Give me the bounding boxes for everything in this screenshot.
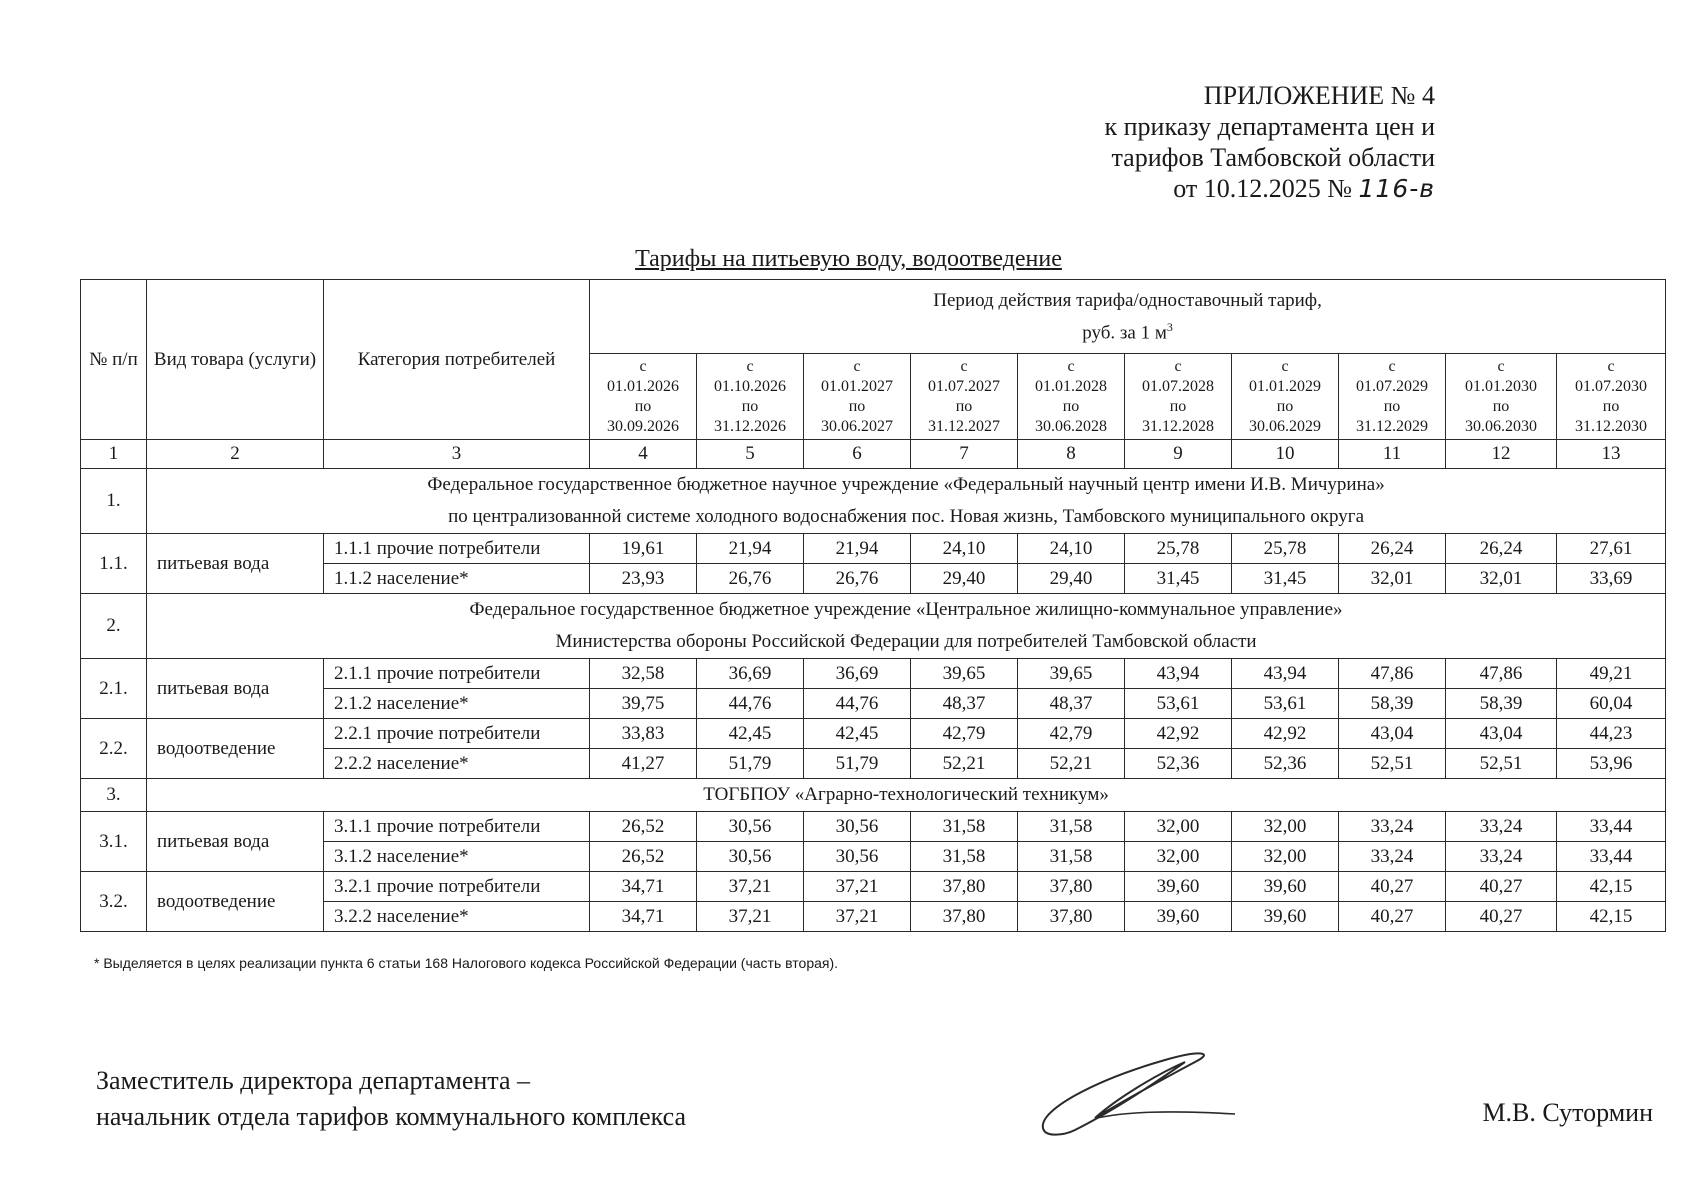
period-header-9 <box>1446 354 1557 440</box>
tariff-value: 33,44 <box>1557 812 1666 842</box>
organization-cell <box>147 469 1666 534</box>
column-number: 9 <box>1125 440 1232 469</box>
tariff-value: 47,86 <box>1446 659 1557 689</box>
tariff-value: 37,80 <box>911 872 1018 902</box>
tariff-value: 26,52 <box>590 812 697 842</box>
tariff-value: 53,61 <box>1232 689 1339 719</box>
tariff-value: 41,27 <box>590 749 697 779</box>
tariff-value: 26,24 <box>1339 534 1446 564</box>
tariff-value: 39,60 <box>1232 872 1339 902</box>
appendix-header <box>1105 80 1435 204</box>
tariff-value: 29,40 <box>1018 564 1125 594</box>
tariff-value: 44,76 <box>697 689 804 719</box>
period-from: 01.01.2027 <box>821 377 893 395</box>
period-po: по <box>1062 397 1080 415</box>
section-row <box>81 779 1666 812</box>
tariff-value: 42,92 <box>1232 719 1339 749</box>
tariff-value: 29,40 <box>911 564 1018 594</box>
section-num: 1. <box>81 469 147 534</box>
document-title: Тарифы на питьевую воду, водоотведение <box>635 246 1062 272</box>
tariff-value: 33,24 <box>1446 812 1557 842</box>
tariff-value: 32,00 <box>1232 842 1339 872</box>
tariff-row <box>81 872 1666 902</box>
tariff-value: 43,04 <box>1446 719 1557 749</box>
tariff-value: 31,58 <box>911 812 1018 842</box>
column-number: 8 <box>1018 440 1125 469</box>
section-num: 2. <box>81 594 147 659</box>
tariff-value: 39,60 <box>1125 902 1232 932</box>
tariff-value: 31,58 <box>1018 812 1125 842</box>
column-number: 12 <box>1446 440 1557 469</box>
tariff-value: 34,71 <box>590 872 697 902</box>
group-num: 3.1. <box>81 812 147 872</box>
tariff-value: 39,60 <box>1125 872 1232 902</box>
header-unit <box>594 314 1661 346</box>
section-row <box>81 594 1666 659</box>
column-number: 6 <box>804 440 911 469</box>
tariff-value: 52,21 <box>1018 749 1125 779</box>
period-header-3 <box>804 354 911 440</box>
tariff-value: 39,75 <box>590 689 697 719</box>
period-from: 01.07.2030 <box>1575 377 1648 395</box>
product-name: питьевая вода <box>147 812 324 872</box>
handwritten-signature <box>1035 1040 1245 1140</box>
tariff-value: 30,56 <box>697 842 804 872</box>
tariff-value: 40,27 <box>1339 872 1446 902</box>
organization-scope: Министерства обороны Российской Федерации для потребителей Тамбовской области <box>555 631 1257 652</box>
period-header-7 <box>1232 354 1339 440</box>
column-number: 4 <box>590 440 697 469</box>
column-number: 13 <box>1557 440 1666 469</box>
tariff-value: 32,01 <box>1446 564 1557 594</box>
tariff-value: 25,78 <box>1125 534 1232 564</box>
organization-name: Федеральное государственное бюджетное учреждение «Центральное жилищно-коммунальное управление» <box>469 599 1343 620</box>
signatory-title-line1: Заместитель директора департамента – <box>96 1066 531 1095</box>
period-header-5 <box>1018 354 1125 440</box>
signatory-title <box>96 1063 686 1135</box>
tariff-value: 30,56 <box>697 812 804 842</box>
period-c: с <box>960 357 968 375</box>
tariff-value: 39,65 <box>911 659 1018 689</box>
appendix-department-line: тарифов Тамбовской области <box>1111 143 1435 172</box>
tariff-value: 37,21 <box>697 902 804 932</box>
period-c: с <box>853 357 861 375</box>
period-po: по <box>634 397 652 415</box>
period-header-6 <box>1125 354 1232 440</box>
tariff-value: 33,44 <box>1557 842 1666 872</box>
header-unit-sup: 3 <box>1166 319 1173 334</box>
section-row <box>81 469 1666 534</box>
product-name: питьевая вода <box>147 659 324 719</box>
column-number: 5 <box>697 440 804 469</box>
tariff-value: 25,78 <box>1232 534 1339 564</box>
tariff-value: 58,39 <box>1446 689 1557 719</box>
consumer-category: 2.2.1 прочие потребители <box>324 719 590 749</box>
period-c: с <box>1067 357 1075 375</box>
tariff-value: 43,94 <box>1232 659 1339 689</box>
tariff-value: 26,76 <box>804 564 911 594</box>
column-number: 2 <box>147 440 324 469</box>
tariff-value: 37,21 <box>804 872 911 902</box>
column-number: 1 <box>81 440 147 469</box>
header-period-title: Период действия тарифа/одноставочный тариф, <box>933 289 1322 311</box>
appendix-date: от 10.12.2025 № <box>1173 174 1353 203</box>
tariff-value: 33,69 <box>1557 564 1666 594</box>
tariff-value: 40,27 <box>1446 872 1557 902</box>
tariff-value: 52,51 <box>1446 749 1557 779</box>
organization-scope: по централизованной системе холодного водоснабжения пос. Новая жизнь, Тамбовского муниципального округа <box>448 506 1365 527</box>
tariff-value: 26,24 <box>1446 534 1557 564</box>
tariff-value: 33,83 <box>590 719 697 749</box>
tariff-value: 36,69 <box>804 659 911 689</box>
product-name: водоотведение <box>147 872 324 932</box>
appendix-title: ПРИЛОЖЕНИЕ № 4 <box>1203 81 1435 110</box>
header-num: № п/п <box>81 280 147 440</box>
tariff-value: 32,00 <box>1125 812 1232 842</box>
tariff-value: 23,93 <box>590 564 697 594</box>
consumer-category: 1.1.1 прочие потребители <box>324 534 590 564</box>
period-from: 01.10.2026 <box>714 377 786 395</box>
period-c: с <box>746 357 754 375</box>
period-header-2 <box>697 354 804 440</box>
tariff-value: 34,71 <box>590 902 697 932</box>
period-po: по <box>1602 397 1620 415</box>
tariff-value: 24,10 <box>911 534 1018 564</box>
tariff-value: 42,15 <box>1557 872 1666 902</box>
tariff-value: 58,39 <box>1339 689 1446 719</box>
header-product: Вид товара (услуги) <box>147 280 324 440</box>
tariff-value: 42,79 <box>1018 719 1125 749</box>
tariff-value: 48,37 <box>1018 689 1125 719</box>
tariff-value: 33,24 <box>1446 842 1557 872</box>
period-po: по <box>848 397 866 415</box>
period-c: с <box>639 357 647 375</box>
tariff-value: 42,45 <box>804 719 911 749</box>
header-period <box>590 280 1666 354</box>
tariff-value: 52,51 <box>1339 749 1446 779</box>
tariff-value: 37,21 <box>804 902 911 932</box>
tariff-row <box>81 659 1666 689</box>
tariff-value: 39,60 <box>1232 902 1339 932</box>
organization-cell <box>147 779 1666 812</box>
header-category: Категория потребителей <box>324 280 590 440</box>
tariff-value: 37,80 <box>911 902 1018 932</box>
period-po: по <box>1492 397 1510 415</box>
tariff-value: 30,56 <box>804 842 911 872</box>
period-to: 30.06.2029 <box>1249 417 1321 435</box>
consumer-category: 3.1.1 прочие потребители <box>324 812 590 842</box>
signatory-title-line2: начальник отдела тарифов коммунального комплекса <box>96 1102 687 1131</box>
period-from: 01.07.2029 <box>1356 377 1428 395</box>
consumer-category: 3.2.2 население* <box>324 902 590 932</box>
tariff-value: 42,79 <box>911 719 1018 749</box>
appendix-order-line: к приказу департамента цен и <box>1104 112 1435 141</box>
consumer-category: 3.1.2 население* <box>324 842 590 872</box>
tariff-row <box>81 719 1666 749</box>
tariff-value: 42,45 <box>697 719 804 749</box>
tariff-table <box>80 279 1666 932</box>
period-po: по <box>741 397 759 415</box>
product-name: водоотведение <box>147 719 324 779</box>
tariff-value: 40,27 <box>1446 902 1557 932</box>
tariff-value: 33,24 <box>1339 842 1446 872</box>
tariff-value: 21,94 <box>804 534 911 564</box>
period-to: 30.09.2026 <box>607 417 679 435</box>
period-po: по <box>1276 397 1294 415</box>
period-to: 31.12.2030 <box>1575 417 1648 435</box>
tariff-value: 21,94 <box>697 534 804 564</box>
period-from: 01.01.2026 <box>607 377 679 395</box>
period-from: 01.01.2028 <box>1035 377 1107 395</box>
header-unit-text: руб. за 1 м <box>1082 322 1167 344</box>
column-number: 10 <box>1232 440 1339 469</box>
tariff-value: 48,37 <box>911 689 1018 719</box>
group-num: 2.2. <box>81 719 147 779</box>
tariff-value: 37,21 <box>697 872 804 902</box>
product-name: питьевая вода <box>147 534 324 594</box>
period-header-10 <box>1557 354 1666 440</box>
tariff-value: 39,65 <box>1018 659 1125 689</box>
tariff-value: 47,86 <box>1339 659 1446 689</box>
appendix-date-line <box>1105 173 1435 204</box>
period-to: 31.12.2026 <box>714 417 786 435</box>
consumer-category: 2.2.2 население* <box>324 749 590 779</box>
tariff-value: 42,92 <box>1125 719 1232 749</box>
tariff-value: 32,58 <box>590 659 697 689</box>
tariff-value: 31,45 <box>1232 564 1339 594</box>
tariff-value: 37,80 <box>1018 872 1125 902</box>
period-c: с <box>1281 357 1289 375</box>
tariff-value: 37,80 <box>1018 902 1125 932</box>
period-from: 01.01.2029 <box>1249 377 1321 395</box>
period-from: 01.07.2027 <box>928 377 1000 395</box>
tariff-value: 42,15 <box>1557 902 1666 932</box>
consumer-category: 2.1.2 население* <box>324 689 590 719</box>
period-po: по <box>955 397 973 415</box>
period-to: 31.12.2028 <box>1142 417 1214 435</box>
footnote: * Выделяется в целях реализации пункта 6 статьи 168 Налогового кодекса Российской Федерации (часть вторая). <box>94 955 839 971</box>
tariff-value: 49,21 <box>1557 659 1666 689</box>
tariff-value: 31,45 <box>1125 564 1232 594</box>
period-from: 01.01.2030 <box>1465 377 1537 395</box>
tariff-value: 60,04 <box>1557 689 1666 719</box>
group-num: 1.1. <box>81 534 147 594</box>
consumer-category: 3.2.1 прочие потребители <box>324 872 590 902</box>
tariff-value: 27,61 <box>1557 534 1666 564</box>
period-c: с <box>1174 357 1182 375</box>
period-c: с <box>1388 357 1396 375</box>
tariff-value: 30,56 <box>804 812 911 842</box>
tariff-value: 32,01 <box>1339 564 1446 594</box>
tariff-value: 52,36 <box>1125 749 1232 779</box>
tariff-value: 51,79 <box>697 749 804 779</box>
tariff-value: 53,61 <box>1125 689 1232 719</box>
period-header-4 <box>911 354 1018 440</box>
column-number: 3 <box>324 440 590 469</box>
column-number: 7 <box>911 440 1018 469</box>
tariff-value: 32,00 <box>1125 842 1232 872</box>
tariff-value: 36,69 <box>697 659 804 689</box>
tariff-value: 52,36 <box>1232 749 1339 779</box>
period-to: 30.06.2030 <box>1465 417 1537 435</box>
tariff-value: 53,96 <box>1557 749 1666 779</box>
tariff-value: 31,58 <box>911 842 1018 872</box>
group-num: 3.2. <box>81 872 147 932</box>
tariff-value: 51,79 <box>804 749 911 779</box>
tariff-value: 24,10 <box>1018 534 1125 564</box>
signatory-name: М.В. Сутормин <box>1482 1098 1653 1127</box>
tariff-value: 44,23 <box>1557 719 1666 749</box>
period-to: 31.12.2029 <box>1356 417 1428 435</box>
tariff-value: 43,04 <box>1339 719 1446 749</box>
column-number: 11 <box>1339 440 1446 469</box>
organization-name: ТОГБПОУ «Аграрно-технологический техникум» <box>703 784 1109 805</box>
tariff-value: 52,21 <box>911 749 1018 779</box>
consumer-category: 2.1.1 прочие потребители <box>324 659 590 689</box>
period-header-8 <box>1339 354 1446 440</box>
period-to: 30.06.2027 <box>821 417 893 435</box>
tariff-value: 19,61 <box>590 534 697 564</box>
section-num: 3. <box>81 779 147 812</box>
tariff-value: 40,27 <box>1339 902 1446 932</box>
period-po: по <box>1383 397 1401 415</box>
period-from: 01.07.2028 <box>1142 377 1214 395</box>
organization-name: Федеральное государственное бюджетное научное учреждение «Федеральный научный центр имени И.В. Мичурина» <box>427 474 1385 495</box>
tariff-value: 26,52 <box>590 842 697 872</box>
tariff-value: 31,58 <box>1018 842 1125 872</box>
tariff-value: 33,24 <box>1339 812 1446 842</box>
period-c: с <box>1607 357 1615 375</box>
period-to: 30.06.2028 <box>1035 417 1107 435</box>
column-number-row <box>81 440 1666 469</box>
group-num: 2.1. <box>81 659 147 719</box>
organization-cell <box>147 594 1666 659</box>
tariff-row <box>81 812 1666 842</box>
header-row <box>81 280 1666 354</box>
tariff-value: 43,94 <box>1125 659 1232 689</box>
appendix-number: 116-в <box>1358 174 1435 203</box>
period-c: с <box>1497 357 1505 375</box>
tariff-value: 32,00 <box>1232 812 1339 842</box>
tariff-value: 26,76 <box>697 564 804 594</box>
period-header-1 <box>590 354 697 440</box>
consumer-category: 1.1.2 население* <box>324 564 590 594</box>
tariff-row <box>81 534 1666 564</box>
tariff-value: 44,76 <box>804 689 911 719</box>
period-to: 31.12.2027 <box>928 417 1000 435</box>
period-po: по <box>1169 397 1187 415</box>
table-body <box>81 280 1666 932</box>
